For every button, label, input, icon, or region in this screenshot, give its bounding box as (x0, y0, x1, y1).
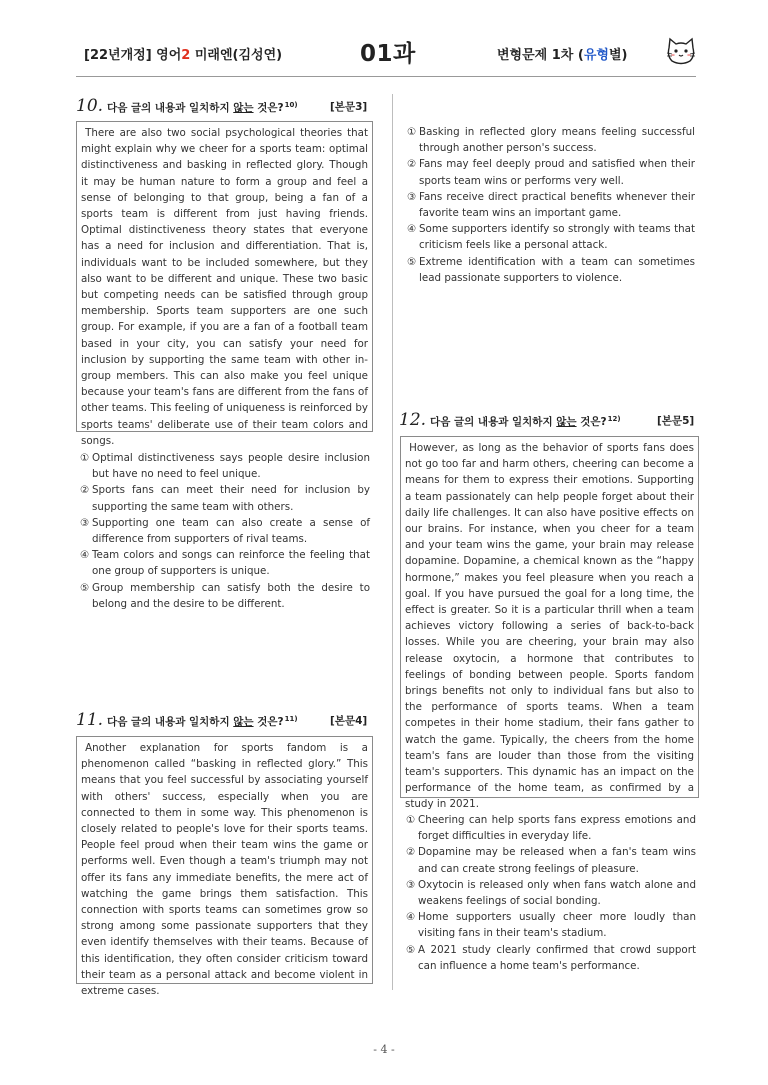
option-2[interactable]: ② Dopamine may be released when a fan's team wins and can create strong feelings of pleasure. (406, 846, 696, 875)
question-11-title: 11. 다음 글의 내용과 일치하지 않는 것은?$^{11)}$ [본문4] (76, 710, 368, 730)
question-number: 11. (76, 710, 104, 730)
option-2[interactable]: ② Fans may feel deeply proud and satisfied when their sports team wins or performs very well. (407, 158, 695, 187)
page-number: - 4 - (373, 1043, 395, 1056)
option-3[interactable]: ③ Oxytocin is released only when fans watch alone and weakens feelings of social bonding. (406, 878, 696, 908)
question-number: 12. (399, 410, 427, 430)
lesson-title: 01과 (360, 41, 416, 67)
question-12-options (406, 812, 696, 974)
question-12-passage: However, as long as the behavior of sports fans does not go too far and harm others, cheering can become a means for them to express their emotions. Supporting a team passionately can help people forget about their daily life challenges. It can also have positive effects on our brains. For instance, when you cheer for a team and your team wins the game, your brain may release dopamine. Dopamine, a chemical known as the “happy hormone,” makes you feel pleasure when you reach a goal. If you have pursued the goal for a long time, the effect is greater. So it is a particular thrill when a team achieves victory following a series of back-to-back losses. While you are cheering, your brain may also release oxytocin, a hormone that contributes to feelings of bonding between people. Sports fandom brings benefits not only to individual fans but also to the performance of sports teams. When a team competes in their home stadium, their fans gather to watch the game. Typically, the cheers from the home team's fans are louder than those from the visiting team's supporters. This dynamic has an impact on the performance of the home team, as confirmed by a study in 2021. (400, 436, 699, 798)
question-12-title: 12. 다음 글의 내용과 일치하지 않는 것은?$^{12)}$ [본문5] (399, 410, 695, 430)
option-4[interactable]: ④ Team colors and songs can reinforce the feeling that one group of supporters is unique. (80, 549, 370, 578)
option-4[interactable]: ④ Home supporters usually cheer more loudly than visiting fans in their team's stadium. (406, 911, 696, 940)
page-header (0, 0, 768, 80)
passage-tag: [본문5] (657, 415, 695, 427)
question-11-passage: Another explanation for sports fandom is a phenomenon called “basking in reflected glory.” This means that you feel successful by associating yourself with others' success, especially when you are connected to them in some way. This phenomenon is closely related to people's love for their sports teams. People feel proud when their team wins the game or performs well. Even though a team's triumph may not offer its fans any immediate benefits, the mere act of watching the game brings them satisfaction. This connection with sports teams can sometimes grow so strong among some passionate supporters that they even identify themselves with their teams. Because of this identification, they often consider criticism toward their team as a personal attack and become violent in extreme cases. (76, 736, 373, 984)
option-1[interactable]: ① Optimal distinctiveness says people desire inclusion but have no need to feel unique. (80, 452, 370, 481)
column-divider (392, 94, 393, 990)
option-2[interactable]: ② Sports fans can meet their need for inclusion by supporting the same team with others. (80, 484, 370, 513)
option-4[interactable]: ④ Some supporters identify so strongly with teams that criticism feels like a personal attack. (407, 223, 695, 252)
passage-tag: [본문4] (330, 715, 368, 727)
option-1[interactable]: ① Cheering can help sports fans express emotions and forget difficulties in everyday life. (406, 814, 696, 843)
footnote-mark: 12) (607, 414, 621, 423)
passage-tag: [본문3] (330, 101, 368, 113)
option-3[interactable]: ③ Supporting one team can also create a sense of difference from supporters of rival teams. (80, 516, 370, 546)
question-10-passage: There are also two social psychological theories that might explain why we cheer for a sports team: optimal distinctiveness and basking in reflected glory. Though it may be human nature to form a group and feel a sense of belonging to that group, being a fan of a sports team is different from just having friends. Optimal distinctiveness theory states that everyone has a need for inclusion and differentiation. That is, individuals want to be included somewhere, but they also want to be different and unique. These two basic but competing needs can be satisfied through group membership. Sports team supporters are one such group. For example, if you are a fan of a football team based in your city, you can satisfy your need for inclusion by supporting the same team with other in-group members. This can also make you feel unique because your team's fans are different from the fans of other teams. This feeling of uniqueness is reinforced by sports teams' deliberate use of their team colors and songs. (76, 121, 373, 432)
option-5[interactable]: ⑤ Extreme identification with a team can sometimes lead passionate supporters to violence. (407, 255, 695, 284)
course-title: [22년개정] 영어2 미래엔(김성연) (84, 48, 283, 63)
question-10-title: 10. 다음 글의 내용과 일치하지 않는 것은?$^{10)}$ [본문3] (76, 96, 368, 116)
question-11-options (407, 124, 695, 286)
exam-type: 변형문제 1차 (유형별) (497, 48, 628, 63)
option-1[interactable]: ① Basking in reflected glory means feeling successful through another person's success. (407, 126, 695, 155)
header-divider (76, 76, 696, 77)
question-number: 10. (76, 96, 104, 116)
option-3[interactable]: ③ Fans receive direct practical benefits whenever their favorite team wins an important game. (407, 190, 695, 220)
option-5[interactable]: ⑤ A 2021 study clearly confirmed that crowd support can influence a home team's performance. (406, 943, 696, 972)
mascot-cat-icon (664, 36, 698, 68)
option-5[interactable]: ⑤ Group membership can satisfy both the desire to belong and the desire to be different. (80, 581, 370, 610)
question-10-options (80, 450, 370, 612)
footnote-mark: 11) (284, 714, 298, 723)
footnote-mark: 10) (284, 100, 298, 109)
